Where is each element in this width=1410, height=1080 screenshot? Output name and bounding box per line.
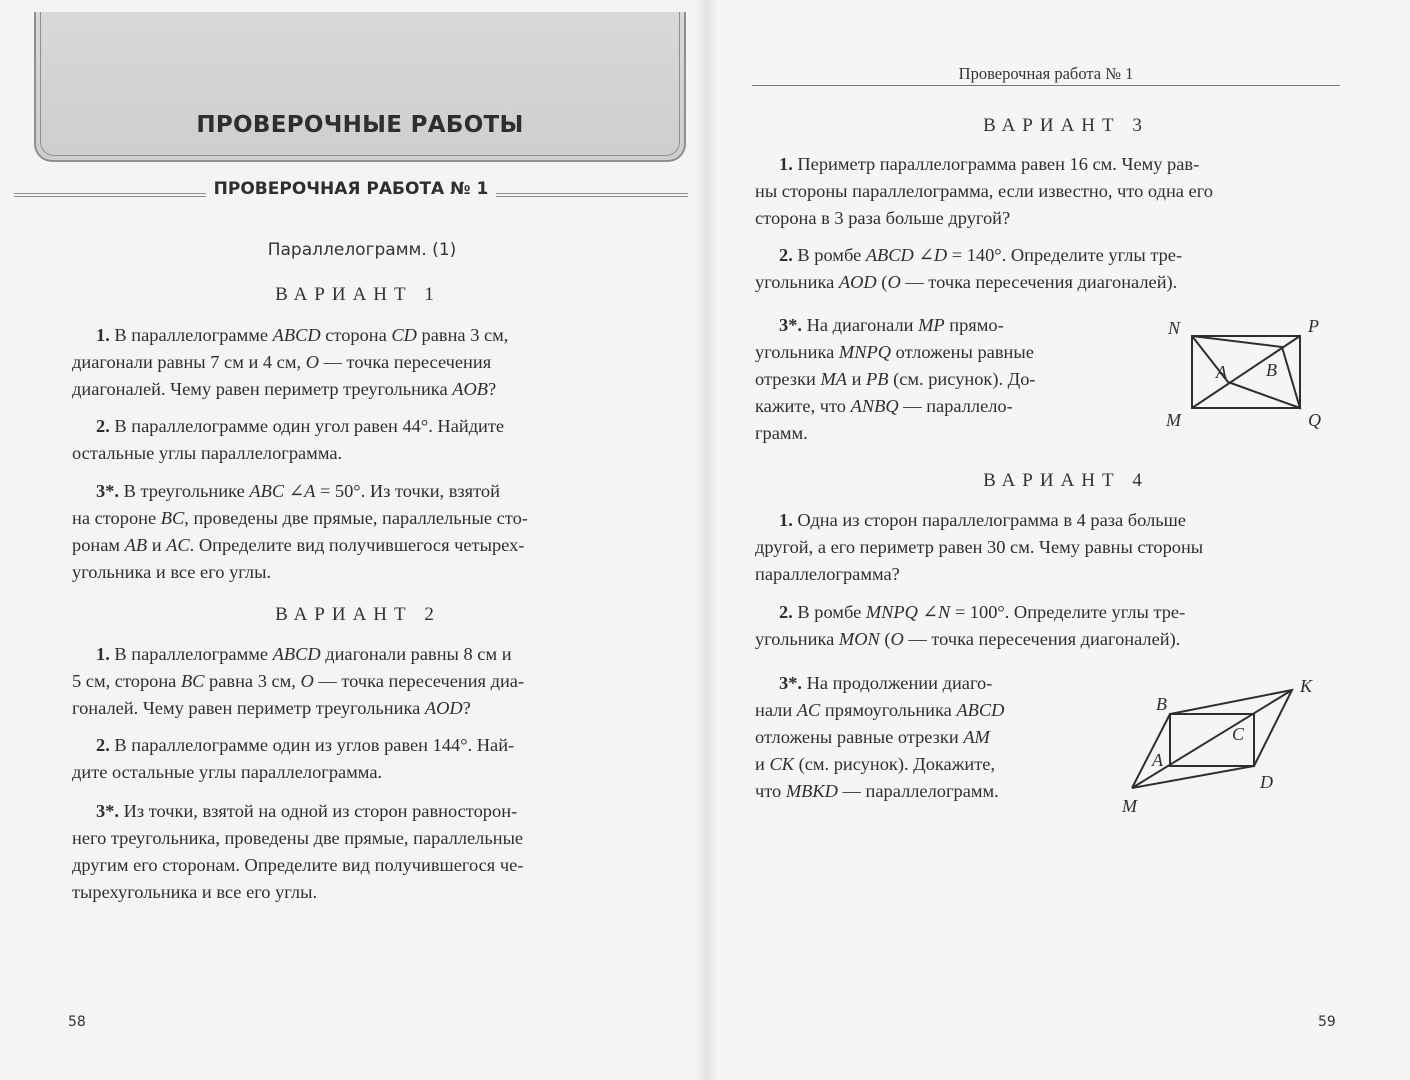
label-k: K — [1300, 676, 1313, 696]
variant-1-task-2: 2. В параллелограмме один угол равен 44°. Найдите остальные углы параллелограмма. — [72, 416, 505, 463]
variant-1-title: ВАРИАНТ 1 — [275, 284, 441, 305]
variant-4-task-1: 1. Одна из сторон параллелограмма в 4 раза больше другой, а его периметр равен 30 см. Чему равны стороны параллелограмма? — [755, 510, 1204, 584]
chapter-title: ПРОВЕРОЧНЫЕ РАБОТЫ — [196, 112, 524, 138]
rectangle-mnpq-figure — [1160, 310, 1340, 435]
page-number-left: 58 — [68, 1014, 86, 1030]
variant-3-task-1: 1. Периметр параллелограмма равен 16 см. Чему рав- ны стороны параллелограмма, если известно, что одна его сторона в 3 раза больше другой? — [755, 154, 1213, 228]
topic-subtitle: Параллелограмм. (1) — [267, 240, 457, 260]
variant-1-task-1: 1. В параллелограмме ABCD сторона CD равна 3 см, диагонали равны 7 см и 4 см, O — точка пересечения диагоналей. Чему равен периметр треугольника AOB? — [72, 325, 509, 399]
label-p: P — [1308, 316, 1319, 336]
variant-3-task-3: 3*. На диагонали MP прямо- угольника MNPQ отложены равные отрезки MA и PB (см. рисунок). До- кажите, что ANBQ — параллело- грамм. — [755, 315, 1036, 443]
label-a: A — [1216, 362, 1227, 382]
variant-2-task-1: 1. В параллелограмме ABCD диагонали равны 8 см и 5 см, сторона BC равна 3 см, O — точка пересечения диа- гоналей. Чему равен периметр треугольника AOD? — [72, 644, 525, 718]
variant-4-task-2: 2. В ромбе MNPQ ∠N = 100°. Определите углы тре- угольника MON (O — точка пересечения диагоналей). — [755, 602, 1186, 649]
section-rule-left — [14, 193, 206, 197]
variant-4-title: ВАРИАНТ 4 — [983, 470, 1149, 491]
label-b: B — [1156, 694, 1167, 714]
variant-2-task-3: 3*. Из точки, взятой на одной из сторон равносторон- него треугольника, проведены две прямые, параллельные другим его сторонам. Определите вид получившегося че- тырехугольника и все его углы. — [72, 801, 524, 902]
label-a: A — [1152, 750, 1163, 770]
label-n: N — [1168, 318, 1181, 338]
running-head: Проверочная работа № 1 — [958, 64, 1134, 83]
section-title: ПРОВЕРОЧНАЯ РАБОТА № 1 — [213, 179, 489, 199]
page-number-right: 59 — [1318, 1014, 1336, 1030]
label-c: C — [1232, 724, 1245, 744]
variant-2-task-2: 2. В параллелограмме один из углов равен 144°. Най- дите остальные углы параллелограмма. — [72, 735, 515, 782]
chapter-header-box — [34, 12, 686, 162]
label-b: B — [1266, 360, 1277, 380]
right-page — [706, 0, 1410, 1080]
label-m: M — [1166, 410, 1181, 430]
label-d: D — [1260, 772, 1273, 792]
variant-1-task-3: 3*. В треугольнике ABC ∠A = 50°. Из точки, взятой на стороне BC, проведены две прямые, параллельные сто- ронам AB и AC. Определите вид получившегося четырех- угольника и все его углы. — [72, 481, 528, 582]
variant-4-task-3: 3*. На продолжении диаго- нали AC прямоугольника ABCD отложены равные отрезки AM и CK (см. рисунок). Докажите, что MBKD — параллелограмм. — [755, 673, 1005, 801]
rectangle-abcd-figure — [1106, 670, 1316, 820]
variant-2-title: ВАРИАНТ 2 — [275, 604, 441, 625]
section-rule-right — [496, 193, 688, 197]
variant-3-task-2: 2. В ромбе ABCD ∠D = 140°. Определите углы тре- угольника AOD (O — точка пересечения диагоналей). — [755, 245, 1183, 292]
label-q: Q — [1308, 410, 1321, 430]
book-gutter — [696, 0, 718, 1080]
section-heading — [14, 172, 688, 206]
running-head-rule — [752, 85, 1340, 86]
diagonal-mp — [1192, 336, 1300, 408]
label-m: M — [1122, 796, 1137, 816]
variant-3-title: ВАРИАНТ 3 — [983, 115, 1149, 136]
